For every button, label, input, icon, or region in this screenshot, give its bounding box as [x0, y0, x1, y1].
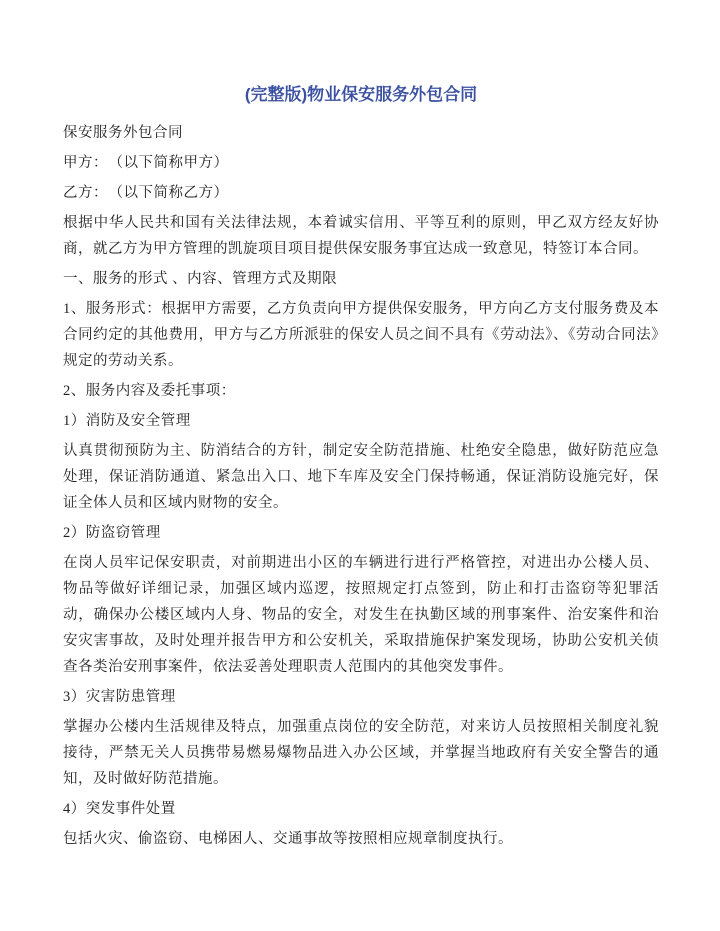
paragraph-fire-safety: 认真贯彻预防为主、防消结合的方针，制定安全防范措施、杜绝安全隐患，做好防范应急处理，保证消防通道、紧急出入口、地下车库及安全门保持畅通，保证消防设施完好，保证全体人员和区域内财物的安全。 [63, 443, 659, 511]
document-title: (完整版)物业保安服务外包合同 [244, 85, 478, 104]
paragraph-preamble: 根据中华人民共和国有关法律法规，本着诚实信用、平等互利的原则，甲乙双方经友好协商，就乙方为甲方管理的凯旋项目项目提供保安服务事宜达成一致意见，特签订本合同。 [63, 215, 659, 257]
heading-disaster: 3）灾害防患管理 [63, 689, 176, 705]
heading-section-1: 一、服务的形式 、内容、管理方式及期限 [63, 271, 338, 287]
paragraph-disaster: 掌握办公楼内生活规律及特点，加强重点岗位的安全防范，对来访人员按照相关制度礼貌接待，严禁无关人员携带易燃易爆物品进入办公区域，并掌握当地政府有关安全警告的通知，及时做好防范措施。 [63, 719, 659, 787]
heading-emergency: 4）突发事件处置 [63, 801, 176, 817]
paragraph-anti-theft: 在岗人员牢记保安职责，对前期进出小区的车辆进行进行严格管控，对进出办公楼人员、物品等做好详细记录，加强区域内巡逻，按照规定打点签到，防止和打击盗窃等犯罪活动，确保办公楼区域内人身、物品的安全，对发生在执勤区域的刑事案件、治安案件和治安灾害事故，及时处理并报告甲方和公安机关，采取措施保护案发现场，协助公安机关侦查各类治安刑事案件，依法妥善处理职责人范围内的其他突发事件。 [63, 555, 659, 675]
paragraph-service-form: 1、服务形式：根据甲方需要，乙方负责向甲方提供保安服务，甲方向乙方支付服务费及本合同约定的其他费用，甲方与乙方所派驻的保安人员之间不具有《劳动法》、《劳动合同法》规定的劳动关系。 [63, 301, 659, 369]
paragraph-subtitle: 保安服务外包合同 [63, 125, 183, 141]
paragraph-party-b: 乙方： （以下简称乙方） [63, 185, 229, 201]
paragraph-emergency: 包括火灾、偷盗窃、电梯困人、交通事故等按照相应规章制度执行。 [63, 831, 513, 847]
heading-service-content: 2、服务内容及委托事项： [63, 383, 236, 399]
heading-fire-safety: 1）消防及安全管理 [63, 413, 191, 429]
paragraph-party-a: 甲方： （以下简称甲方） [63, 155, 229, 171]
document-content [63, 84, 659, 856]
heading-anti-theft: 2）防盗窃管理 [63, 525, 161, 541]
